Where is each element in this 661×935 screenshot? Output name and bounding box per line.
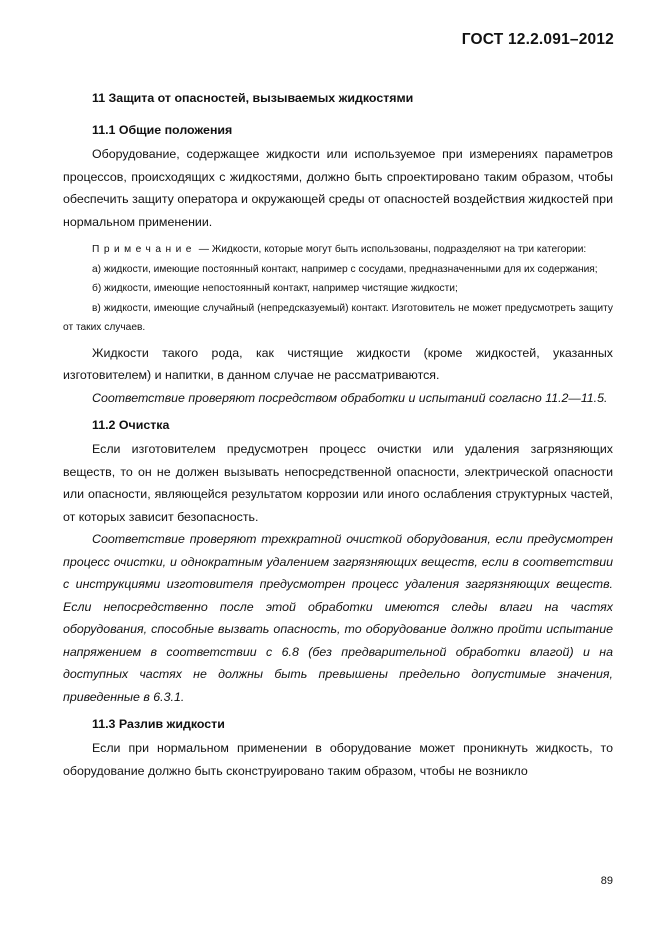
section-11-2-title: 11.2 Очистка: [92, 418, 170, 432]
note-paragraph: [63, 240, 613, 260]
section-11-1-title: 11.1 Общие положения: [92, 123, 233, 137]
section-11-title: 11 Защита от опасностей, вызываемых жидкостями: [92, 91, 414, 105]
section-11-1-paragraph-1: Оборудование, содержащее жидкости или используемое при измерениях параметров процессов, происходящих с жидкостями, должно быть спроектировано таким образом, чтобы обеспечить защиту оператора и окружающей среды от опасностей воздействия жидкостей при нормальном применении.: [63, 147, 613, 229]
note-item-c: в) жидкости, имеющие случайный (непредсказуемый) контакт. Изготовитель не может предусмотреть защиту от таких случаев.: [63, 302, 613, 333]
section-11-1-paragraph-2: Жидкости такого рода, как чистящие жидкости (кроме жидкостей, указанных изготовителем) и напитки, в данном случае не рассматриваются.: [63, 345, 613, 382]
section-11-1-compliance: Соответствие проверяют посредством обработки и испытаний согласно 11.2—11.5.: [92, 390, 608, 405]
doc-code-header: ГОСТ 12.2.091–2012: [461, 31, 614, 48]
note-intro: — Жидкости, которые могут быть использованы, подразделяют на три категории:: [195, 244, 587, 255]
page-number: 89: [600, 875, 613, 887]
section-11-2-paragraph-1: Если изготовителем предусмотрен процесс очистки или удаления загрязняющих веществ, то он не должен вызывать непосредственной опасности, электрической опасности или опасности, являющейся результатом коррозии или иного ослабления структурных частей, от которых зависит безопасность.: [63, 442, 613, 524]
note-item-b: б) жидкости, имеющие непостоянный контакт, например чистящие жидкости;: [92, 283, 458, 294]
page-content: [63, 89, 613, 782]
section-11-3-title: 11.3 Разлив жидкости: [92, 717, 225, 731]
section-11-2-compliance: Соответствие проверяют трехкратной очисткой оборудования, если предусмотрен процесс очистки, и однократным удалением загрязняющих веществ, если в соответствии с инструкциями изготовителя предусмотрен процесс удаления загрязняющих веществ. Если непосредственно после этой обработки имеются следы влаги на частях оборудования, способные вызвать опасность, то оборудование должно пройти испытание напряжением в соответствии с 6.8 (без предварительной обработки влагой) и на доступных частях не должны быть превышены предельно допустимые значения, приведенные в 6.3.1.: [63, 532, 613, 704]
section-11-3-paragraph-1: Если при нормальном применении в оборудование может проникнуть жидкость, то оборудование должно быть сконструировано таким образом, чтобы не возникло: [63, 741, 613, 778]
note-item-a: а) жидкости, имеющие постоянный контакт, например с сосудами, предназначенными для их содержания;: [92, 263, 598, 275]
note-label: Примечание: [92, 244, 196, 255]
